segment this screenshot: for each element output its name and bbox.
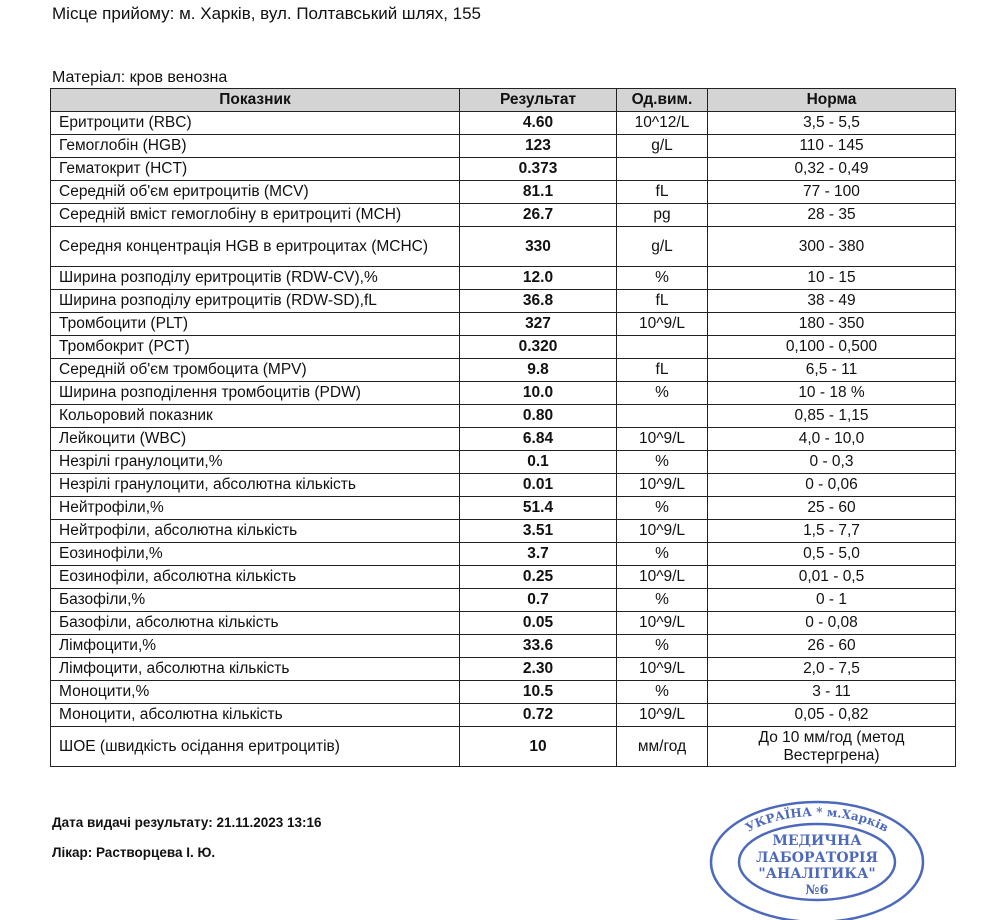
indicator-cell: Середній вміст гемоглобіну в еритроциті (MCH) bbox=[51, 204, 460, 227]
indicator-cell: Еозинофіли,% bbox=[51, 543, 460, 566]
indicator-cell: Лімфоцити, абсолютна кількість bbox=[51, 658, 460, 681]
result-cell: 4.60 bbox=[460, 112, 617, 135]
indicator-cell: Незрілі гранулоцити,% bbox=[51, 451, 460, 474]
col-result: Результат bbox=[460, 89, 617, 112]
table-row bbox=[51, 474, 956, 497]
table-row bbox=[51, 520, 956, 543]
table-row bbox=[51, 405, 956, 428]
result-cell: 10.5 bbox=[460, 681, 617, 704]
unit-cell: 10^9/L bbox=[617, 313, 708, 336]
unit-cell: % bbox=[617, 451, 708, 474]
result-cell: 0.80 bbox=[460, 405, 617, 428]
col-unit: Од.вим. bbox=[617, 89, 708, 112]
unit-cell: % bbox=[617, 589, 708, 612]
table-row bbox=[51, 313, 956, 336]
table-header bbox=[51, 89, 956, 112]
svg-text:МЕДИЧНА: МЕДИЧНА bbox=[772, 833, 862, 849]
norm-cell: 110 - 145 bbox=[708, 135, 956, 158]
result-cell: 10.0 bbox=[460, 382, 617, 405]
table-row bbox=[51, 204, 956, 227]
indicator-cell: Середня концентрація HGB в еритроцитах (MCHC) bbox=[51, 227, 460, 267]
svg-text:ЛАБОРАТОРІЯ: ЛАБОРАТОРІЯ bbox=[756, 850, 878, 866]
unit-cell: 10^9/L bbox=[617, 474, 708, 497]
table-row bbox=[51, 543, 956, 566]
table-row bbox=[51, 135, 956, 158]
norm-cell: 0,100 - 0,500 bbox=[708, 336, 956, 359]
norm-cell: 77 - 100 bbox=[708, 181, 956, 204]
indicator-cell: Незрілі гранулоцити, абсолютна кількість bbox=[51, 474, 460, 497]
norm-cell: 3 - 11 bbox=[708, 681, 956, 704]
result-cell: 123 bbox=[460, 135, 617, 158]
unit-cell: % bbox=[617, 635, 708, 658]
indicator-cell: Базофіли,% bbox=[51, 589, 460, 612]
norm-cell: До 10 мм/год (метод Вестергрена) bbox=[708, 727, 956, 767]
result-cell: 0.01 bbox=[460, 474, 617, 497]
norm-cell: 0,32 - 0,49 bbox=[708, 158, 956, 181]
indicator-cell: Тромбокрит (PCT) bbox=[51, 336, 460, 359]
indicator-cell: Середній об'єм еритроцитів (MCV) bbox=[51, 181, 460, 204]
result-cell: 0.7 bbox=[460, 589, 617, 612]
indicator-cell: Ширина розподілу еритроцитів (RDW-CV),% bbox=[51, 267, 460, 290]
unit-cell bbox=[617, 405, 708, 428]
table-row bbox=[51, 181, 956, 204]
norm-cell: 180 - 350 bbox=[708, 313, 956, 336]
result-cell: 6.84 bbox=[460, 428, 617, 451]
norm-cell: 2,0 - 7,5 bbox=[708, 658, 956, 681]
indicator-cell: Еозинофіли, абсолютна кількість bbox=[51, 566, 460, 589]
table-row bbox=[51, 497, 956, 520]
indicator-cell: Ширина розподілу еритроцитів (RDW-SD),fL bbox=[51, 290, 460, 313]
table-row bbox=[51, 612, 956, 635]
unit-cell: pg bbox=[617, 204, 708, 227]
indicator-cell: Середній об'єм тромбоцита (MPV) bbox=[51, 359, 460, 382]
results-table bbox=[50, 88, 956, 767]
norm-cell: 28 - 35 bbox=[708, 204, 956, 227]
unit-cell bbox=[617, 336, 708, 359]
indicator-cell: Моноцити, абсолютна кількість bbox=[51, 704, 460, 727]
indicator-cell: Ширина розподілення тромбоцитів (PDW) bbox=[51, 382, 460, 405]
result-cell: 36.8 bbox=[460, 290, 617, 313]
indicator-cell: Тромбоцити (PLT) bbox=[51, 313, 460, 336]
indicator-cell: Лімфоцити,% bbox=[51, 635, 460, 658]
material-label: Матеріал: кров венозна bbox=[52, 69, 228, 86]
table-row bbox=[51, 589, 956, 612]
unit-cell: fL bbox=[617, 290, 708, 313]
table-row bbox=[51, 635, 956, 658]
table-row bbox=[51, 658, 956, 681]
result-cell: 3.51 bbox=[460, 520, 617, 543]
unit-cell: fL bbox=[617, 181, 708, 204]
table-row bbox=[51, 704, 956, 727]
norm-cell: 25 - 60 bbox=[708, 497, 956, 520]
unit-cell bbox=[617, 158, 708, 181]
indicator-cell: Нейтрофіли, абсолютна кількість bbox=[51, 520, 460, 543]
unit-cell: % bbox=[617, 681, 708, 704]
result-cell: 26.7 bbox=[460, 204, 617, 227]
unit-cell: % bbox=[617, 267, 708, 290]
doctor-name: Лікар: Растворцева І. Ю. bbox=[52, 845, 216, 860]
result-cell: 0.1 bbox=[460, 451, 617, 474]
norm-cell: 300 - 380 bbox=[708, 227, 956, 267]
indicator-cell: Базофіли, абсолютна кількість bbox=[51, 612, 460, 635]
norm-cell: 26 - 60 bbox=[708, 635, 956, 658]
result-cell: 81.1 bbox=[460, 181, 617, 204]
table-row bbox=[51, 158, 956, 181]
unit-cell: fL bbox=[617, 359, 708, 382]
table-row bbox=[51, 290, 956, 313]
norm-cell: 0 - 0,08 bbox=[708, 612, 956, 635]
unit-cell: мм/год bbox=[617, 727, 708, 767]
unit-cell: % bbox=[617, 497, 708, 520]
unit-cell: % bbox=[617, 382, 708, 405]
indicator-cell: Лейкоцити (WBC) bbox=[51, 428, 460, 451]
svg-text:УКРАЇНА * м.Харків: УКРАЇНА * м.Харків bbox=[743, 804, 891, 835]
unit-cell: 10^9/L bbox=[617, 704, 708, 727]
unit-cell: % bbox=[617, 543, 708, 566]
table-row bbox=[51, 112, 956, 135]
norm-cell: 0,05 - 0,82 bbox=[708, 704, 956, 727]
unit-cell: 10^9/L bbox=[617, 658, 708, 681]
unit-cell: 10^12/L bbox=[617, 112, 708, 135]
table-row bbox=[51, 359, 956, 382]
norm-cell: 0,01 - 0,5 bbox=[708, 566, 956, 589]
norm-cell: 38 - 49 bbox=[708, 290, 956, 313]
norm-cell: 10 - 18 % bbox=[708, 382, 956, 405]
result-cell: 51.4 bbox=[460, 497, 617, 520]
result-cell: 33.6 bbox=[460, 635, 617, 658]
unit-cell: 10^9/L bbox=[617, 428, 708, 451]
result-cell: 330 bbox=[460, 227, 617, 267]
issue-date: Дата видачі результату: 21.11.2023 13:16 bbox=[52, 815, 322, 830]
unit-cell: 10^9/L bbox=[617, 520, 708, 543]
norm-cell: 6,5 - 11 bbox=[708, 359, 956, 382]
result-cell: 0.373 bbox=[460, 158, 617, 181]
result-cell: 0.320 bbox=[460, 336, 617, 359]
table-row bbox=[51, 336, 956, 359]
table-row bbox=[51, 227, 956, 267]
indicator-cell: Гематокрит (HCT) bbox=[51, 158, 460, 181]
norm-cell: 0 - 0,06 bbox=[708, 474, 956, 497]
norm-cell: 10 - 15 bbox=[708, 267, 956, 290]
norm-cell: 0,5 - 5,0 bbox=[708, 543, 956, 566]
lab-stamp bbox=[705, 800, 925, 920]
col-indicator: Показник bbox=[51, 89, 460, 112]
table-row bbox=[51, 382, 956, 405]
norm-cell: 0,85 - 1,15 bbox=[708, 405, 956, 428]
norm-cell: 4,0 - 10,0 bbox=[708, 428, 956, 451]
norm-cell: 0 - 0,3 bbox=[708, 451, 956, 474]
table-row bbox=[51, 428, 956, 451]
unit-cell: 10^9/L bbox=[617, 566, 708, 589]
unit-cell: 10^9/L bbox=[617, 612, 708, 635]
result-cell: 327 bbox=[460, 313, 617, 336]
table-row bbox=[51, 566, 956, 589]
result-cell: 2.30 bbox=[460, 658, 617, 681]
result-cell: 9.8 bbox=[460, 359, 617, 382]
unit-cell: g/L bbox=[617, 227, 708, 267]
unit-cell: g/L bbox=[617, 135, 708, 158]
table-row bbox=[51, 727, 956, 767]
norm-cell: 1,5 - 7,7 bbox=[708, 520, 956, 543]
indicator-cell: Нейтрофіли,% bbox=[51, 497, 460, 520]
result-cell: 0.05 bbox=[460, 612, 617, 635]
indicator-cell: Гемоглобін (HGB) bbox=[51, 135, 460, 158]
table-row bbox=[51, 267, 956, 290]
indicator-cell: ШОЕ (швидкість осідання еритроцитів) bbox=[51, 727, 460, 767]
svg-text:"АНАЛІТИКА": "АНАЛІТИКА" bbox=[758, 866, 876, 882]
result-cell: 0.72 bbox=[460, 704, 617, 727]
indicator-cell: Еритроцити (RBC) bbox=[51, 112, 460, 135]
result-cell: 12.0 bbox=[460, 267, 617, 290]
col-norm: Норма bbox=[708, 89, 956, 112]
result-cell: 10 bbox=[460, 727, 617, 767]
svg-text:№6: №6 bbox=[805, 883, 829, 898]
reception-place: Місце прийому: м. Харків, вул. Полтавський шлях, 155 bbox=[52, 4, 482, 23]
result-cell: 3.7 bbox=[460, 543, 617, 566]
norm-cell: 3,5 - 5,5 bbox=[708, 112, 956, 135]
indicator-cell: Моноцити,% bbox=[51, 681, 460, 704]
table-row bbox=[51, 681, 956, 704]
result-cell: 0.25 bbox=[460, 566, 617, 589]
norm-cell: 0 - 1 bbox=[708, 589, 956, 612]
indicator-cell: Кольоровий показник bbox=[51, 405, 460, 428]
table-row bbox=[51, 451, 956, 474]
